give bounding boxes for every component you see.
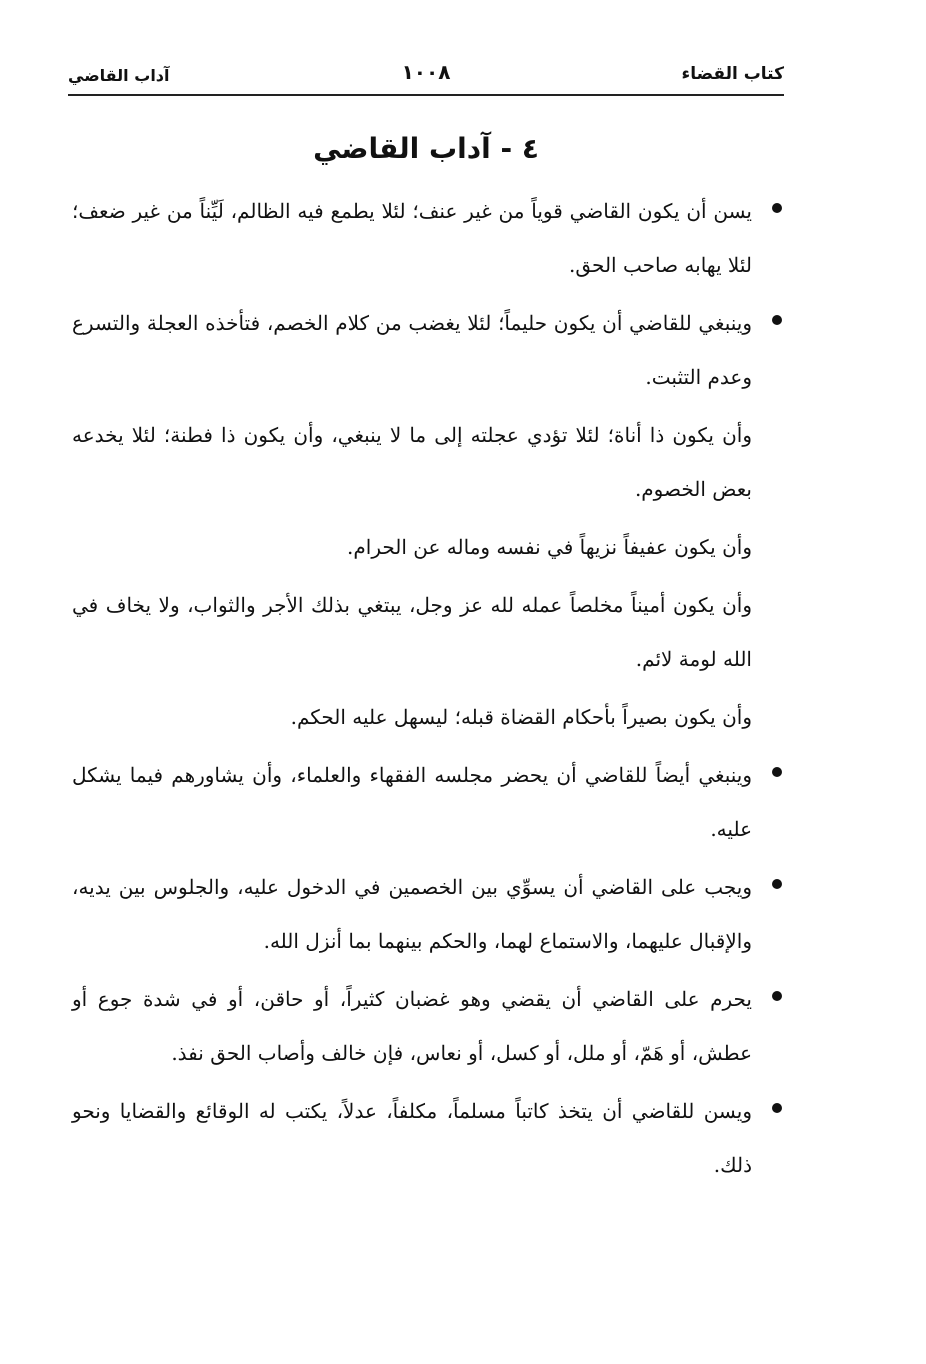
bullet-icon [772,879,782,889]
paragraph-text: وأن يكون ذا أناة؛ لئلا تؤدي عجلته إلى ما لا ينبغي، وأن يكون ذا فطنة؛ لئلا يخدعه بعض الخصوم. [72,423,752,501]
paragraph [72,1084,752,1192]
paragraph [72,296,752,404]
paragraph-text: وينبغي للقاضي أن يكون حليماً؛ لئلا يغضب من كلام الخصم، فتأخذه العجلة والتسرع وعدم التثبت. [72,311,752,389]
bullet-icon [772,203,782,213]
paragraph [72,184,752,292]
chapter-body [72,184,752,1196]
bullet-icon [772,1103,782,1113]
paragraph [72,748,752,856]
paragraph [72,860,752,968]
running-header [68,60,784,96]
paragraph [72,972,752,1080]
paragraph-text: وأن يكون أميناً مخلصاً عمله لله عز وجل، يبتغي بذلك الأجر والثواب، ولا يخاف في الله لومة لائم. [72,593,752,671]
bullet-icon [772,767,782,777]
paragraph [72,690,752,744]
chapter-running-title: آداب القاضي [68,66,170,85]
paragraph-text: وأن يكون عفيفاً نزيهاً في نفسه وماله عن الحرام. [347,535,752,559]
paragraph [72,408,752,516]
paragraph [72,578,752,686]
paragraph-text: وينبغي أيضاً للقاضي أن يحضر مجلسه الفقهاء والعلماء، وأن يشاورهم فيما يشكل عليه. [72,763,752,841]
section-title: كتاب القضاء [681,64,784,84]
paragraph-text: ويسن للقاضي أن يتخذ كاتباً مسلماً، مكلفاً، عدلاً، يكتب له الوقائع والقضايا ونحو ذلك. [72,1099,752,1177]
paragraph-text: يسن أن يكون القاضي قوياً من غير عنف؛ لئلا يطمع فيه الظالم، لَيِّناً من غير ضعف؛ لئلا يهابه صاحب الحق. [72,199,752,277]
page-number: ١٠٠٨ [401,60,451,84]
chapter-title: ٤ - آداب القاضي [313,132,539,165]
paragraph-text: وأن يكون بصيراً بأحكام القضاة قبله؛ ليسهل عليه الحكم. [290,705,752,729]
paragraph-text: ويجب على القاضي أن يسوِّي بين الخصمين في الدخول عليه، والجلوس بين يديه، والإقبال عليهما، والاستماع لهما، والحكم بينهما بما أنزل الله. [72,875,752,953]
paragraph-text: يحرم على القاضي أن يقضي وهو غضبان كثيراً، أو حاقن، أو في شدة جوع أو عطش، أو هَمّ، أو ملل، أو كسل، أو نعاس، فإن خالف وأصاب الحق نفذ. [72,987,752,1065]
paragraph [72,520,752,574]
bullet-icon [772,991,782,1001]
bullet-icon [772,315,782,325]
